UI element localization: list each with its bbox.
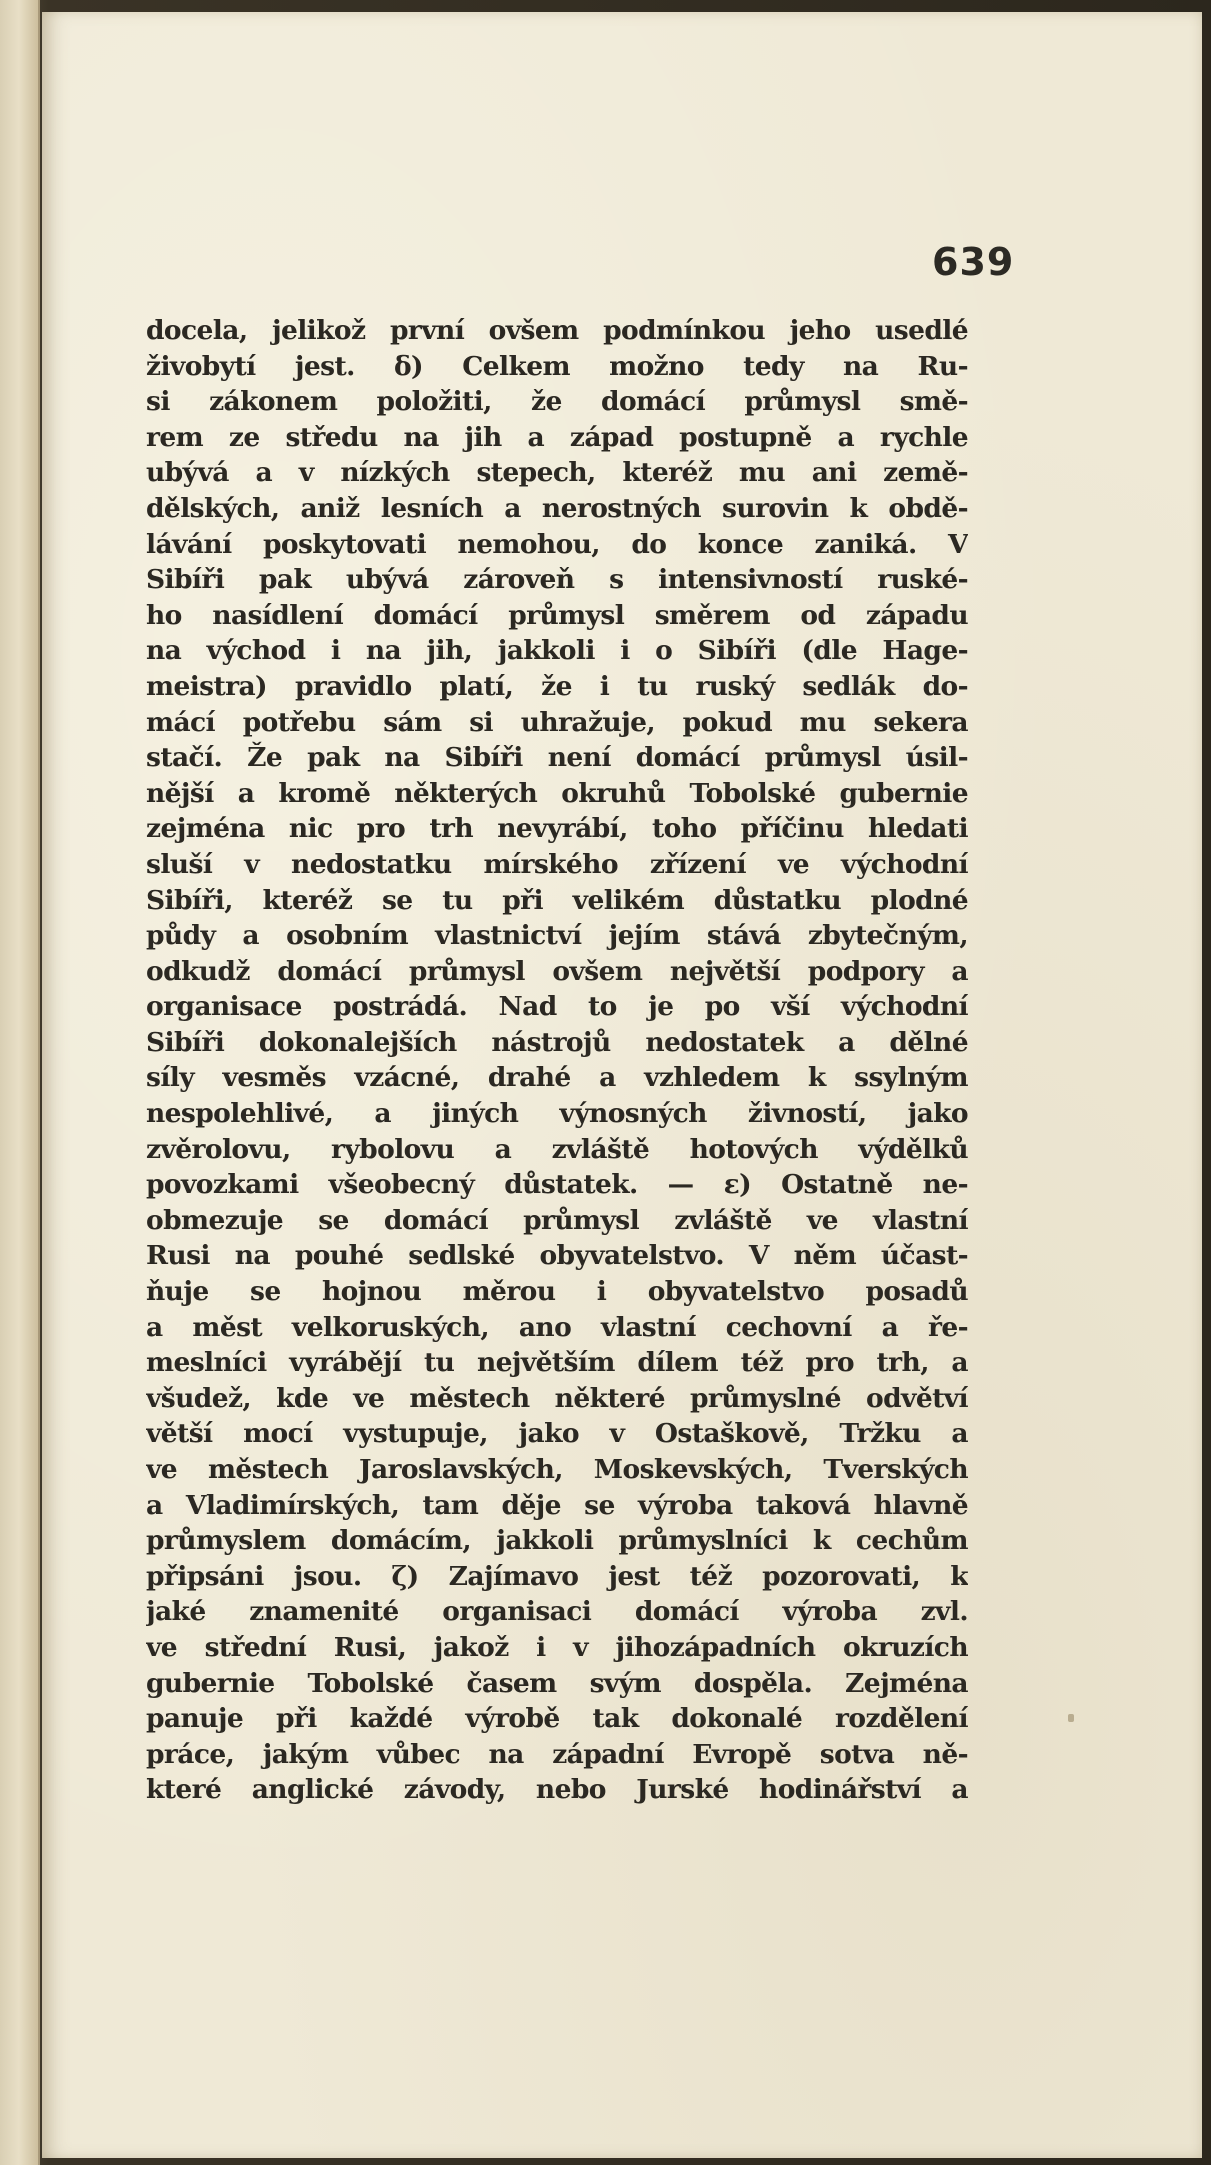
text-line: práce, jakým vůbec na západní Evropě sotva ně- <box>146 1738 968 1770</box>
text-line: a měst velkoruských, ano vlastní cechovní a ře- <box>146 1311 968 1343</box>
text-line: ho nasídlení domácí průmysl směrem od západu <box>146 599 968 631</box>
text-line: průmyslem domácím, jakkoli průmyslníci k cechům <box>146 1525 968 1557</box>
text-line: Sibíři, kteréž se tu při velikém důstatku plodné <box>146 884 968 916</box>
text-line: obmezuje se domácí průmysl zvláště ve vlastní <box>146 1204 968 1236</box>
text-line: ňuje se hojnou měrou i obyvatelstvo posadů <box>146 1276 968 1308</box>
text-line: panuje při každé výrobě tak dokonalé rozdělení <box>146 1703 968 1735</box>
text-line: ve střední Rusi, jakož i v jihozápadních okruzích <box>146 1631 968 1663</box>
text-line: stačí. Že pak na Sibíři není domácí průmysl úsil- <box>146 742 968 774</box>
text-line: lávání poskytovati nemohou, do konce zaniká. V <box>146 528 968 560</box>
text-line: rem ze středu na jih a západ postupně a rychle <box>146 421 968 453</box>
text-line: větší mocí vystupuje, jako v Ostaškově, Tržku a <box>146 1418 968 1450</box>
text-line: jaké znamenité organisaci domácí výroba zvl. <box>146 1596 968 1628</box>
text-line: síly vesměs vzácné, drahé a vzhledem k ssylným <box>146 1062 968 1094</box>
text-line: meslníci vyrábějí tu největším dílem též pro trh, a <box>146 1347 968 1379</box>
paper-speck <box>1068 1714 1074 1722</box>
text-line: půdy a osobním vlastnictví jejím stává zbytečným, <box>146 920 968 952</box>
text-line: docela, jelikož první ovšem podmínkou jeho usedlé <box>146 315 968 346</box>
text-line: Sibíři pak ubývá zároveň s intensivností ruské- <box>146 564 968 596</box>
text-line: mácí potřebu sám si uhražuje, pokud mu sekera <box>146 706 968 738</box>
text-line: které anglické závody, nebo Jurské hodinářství a <box>146 1774 968 1806</box>
text-line: povozkami všeobecný důstatek. — ε) Ostatně ne- <box>146 1169 968 1201</box>
text-line: nější a kromě některých okruhů Tobolské gubernie <box>146 777 968 809</box>
text-line: a Vladimírských, tam děje se výroba taková hlavně <box>146 1489 968 1521</box>
text-line: zejména nic pro trh nevyrábí, toho příčinu hledati <box>146 813 968 845</box>
text-line: všudež, kde ve městech některé průmyslné odvětví <box>146 1382 968 1414</box>
adjacent-page-edge <box>0 0 40 2165</box>
text-line: Rusi na pouhé sedlské obyvatelstvo. V něm účast- <box>146 1240 968 1272</box>
text-line: živobytí jest. δ) Celkem možno tedy na Ru- <box>146 350 968 382</box>
text-line: Sibíři dokonalejších nástrojů nedostatek a dělné <box>146 1026 968 1058</box>
text-line: meistra) pravidlo platí, že i tu ruský sedlák do- <box>146 670 968 702</box>
text-line: gubernie Tobolské časem svým dospěla. Zejména <box>146 1667 968 1699</box>
body-text <box>146 313 968 1808</box>
text-line: sluší v nedostatku mírského zřízení ve východní <box>146 848 968 880</box>
text-line: dělských, aniž lesních a nerostných surovin k obdě- <box>146 492 968 524</box>
page-number: 639 <box>932 240 1015 284</box>
text-line: nespolehlivé, a jiných výnosných živností, jako <box>146 1098 968 1130</box>
text-line: organisace postrádá. Nad to je po vší východní <box>146 991 968 1023</box>
text-line: odkudž domácí průmysl ovšem největší podpory a <box>146 955 968 987</box>
text-line: zvěrolovu, rybolovu a zvláště hotových výdělků <box>146 1133 968 1165</box>
text-line: si zákonem položiti, že domácí průmysl smě- <box>146 386 968 418</box>
text-line: na východ i na jih, jakkoli i o Sibíři (dle Hage- <box>146 635 968 667</box>
text-line: připsáni jsou. ζ) Zajímavo jest též pozorovati, k <box>146 1560 968 1592</box>
text-line: ubývá a v nízkých stepech, kteréž mu ani země- <box>146 457 968 489</box>
text-line: ve městech Jaroslavských, Moskevských, Tverských <box>146 1454 968 1485</box>
